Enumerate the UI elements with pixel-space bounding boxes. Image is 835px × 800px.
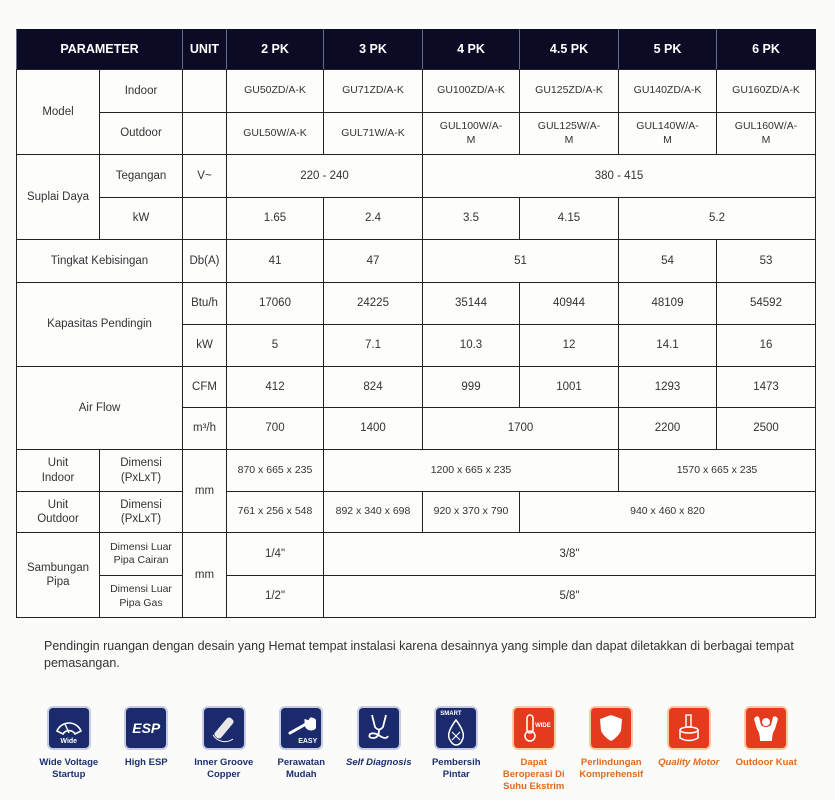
piping-gas-2pk: 1/2"	[226, 575, 324, 618]
model-indoor-6pk: GU160ZD/A-K	[716, 69, 816, 113]
power-kw-label: kW	[99, 197, 183, 240]
model-outdoor-4pk: GUL100W/A-M	[422, 112, 520, 155]
model-indoor-3pk: GU71ZD/A-K	[323, 69, 423, 113]
cooling-kw-5pk: 14.1	[618, 324, 717, 367]
power-kw-unit	[182, 197, 227, 240]
model-outdoor-6pk: GUL160W/A-M	[716, 112, 816, 155]
feature-quality-motor	[650, 708, 728, 793]
motor-icon	[669, 708, 709, 748]
shield-icon	[591, 708, 631, 748]
voltage-label: Tegangan	[99, 154, 183, 198]
piping-gas-3-6pk: 5/8"	[323, 575, 816, 618]
voltage-4-6pk: 380 - 415	[422, 154, 816, 198]
cooling-btu-4-5pk: 40944	[519, 282, 619, 325]
model-outdoor-2pk: GUL50W/A-K	[226, 112, 324, 155]
power-kw-2pk: 1.65	[226, 197, 324, 240]
cooling-btu-3pk: 24225	[323, 282, 423, 325]
noise-label: Tingkat Kebisingan	[16, 239, 183, 283]
air-flow-m3h-4-4-5pk: 1700	[422, 407, 619, 450]
air-flow-cfm-6pk: 1473	[716, 366, 816, 408]
model-outdoor-5pk: GUL140W/A-M	[618, 112, 717, 155]
indoor-dim-5-6pk: 1570 x 665 x 235	[618, 449, 816, 492]
noise-unit: Db(A)	[182, 239, 227, 283]
air-flow-m3h-6pk: 2500	[716, 407, 816, 450]
cooling-kw-3pk: 7.1	[323, 324, 423, 367]
model-outdoor-unit	[182, 112, 227, 155]
thermometer-icon	[514, 708, 554, 748]
voltage-2-3pk: 220 - 240	[226, 154, 423, 198]
esp-icon-text: ESP	[132, 720, 161, 736]
feature-high-esp	[108, 708, 186, 793]
header-5pk: 5 PK	[618, 29, 717, 70]
header-3pk: 3 PK	[323, 29, 423, 70]
stethoscope-icon	[359, 708, 399, 748]
outdoor-dim-4pk: 920 x 370 x 790	[422, 491, 520, 533]
model-outdoor-4-5pk: GUL125W/A-M	[519, 112, 619, 155]
piping-gas-label: Dimensi Luar Pipa Gas	[99, 575, 183, 618]
wrench-icon	[281, 708, 321, 748]
air-flow-cfm-4pk: 999	[422, 366, 520, 408]
feature-label: Pembersih Pintar	[431, 757, 481, 780]
air-flow-cfm-unit: CFM	[182, 366, 227, 408]
feature-strong-outdoor	[728, 708, 806, 793]
air-flow-cfm-4-5pk: 1001	[519, 366, 619, 408]
wide-voltage-icon	[49, 708, 89, 748]
header-4pk: 4 PK	[422, 29, 520, 70]
air-flow-m3h-3pk: 1400	[323, 407, 423, 450]
feature-label: Wide Voltage Startup	[39, 757, 99, 780]
unit-indoor-sub: Dimensi (PxLxT)	[99, 449, 183, 492]
product-description: Pendingin ruangan dengan desain yang Hemat tempat instalasi karena desainnya yang simple dan dapat diletakkan di berbagai tempat pemasangan.	[44, 639, 794, 670]
header-parameter: PARAMETER	[16, 29, 183, 70]
indoor-dim-2pk: 870 x 665 x 235	[226, 449, 324, 492]
copper-pipe-icon	[204, 708, 244, 748]
feature-label: Outdoor Kuat	[735, 757, 797, 768]
model-indoor-4-5pk: GU125ZD/A-K	[519, 69, 619, 113]
air-flow-m3h-unit: m³/h	[182, 407, 227, 450]
piping-liquid-3-6pk: 3/8"	[323, 532, 816, 576]
model-indoor-2pk: GU50ZD/A-K	[226, 69, 324, 113]
power-kw-3pk: 2.4	[323, 197, 423, 240]
cooling-capacity-label: Kapasitas Pendingin	[16, 282, 183, 367]
feature-extreme-temperature	[495, 708, 573, 793]
piping-unit: mm	[182, 532, 227, 618]
cooling-btu-4pk: 35144	[422, 282, 520, 325]
cooling-kw-4pk: 10.3	[422, 324, 520, 367]
piping-label: Sambungan Pipa	[16, 532, 100, 618]
spec-table	[17, 30, 816, 618]
cooling-kw-2pk: 5	[226, 324, 324, 367]
air-flow-cfm-2pk: 412	[226, 366, 324, 408]
model-outdoor-3pk: GUL71W/A-K	[323, 112, 423, 155]
power-supply-label: Suplai Daya	[16, 154, 100, 240]
smart-clean-icon-text: SMART	[440, 711, 462, 717]
air-flow-label: Air Flow	[16, 366, 183, 450]
outdoor-dim-4-5-6pk: 940 x 460 x 820	[519, 491, 816, 533]
dimensions-unit: mm	[182, 449, 227, 533]
smart-clean-icon	[436, 708, 476, 748]
piping-liquid-2pk: 1/4"	[226, 532, 324, 576]
feature-label: Dapat Beroperasi Di Suhu Ekstrim	[502, 757, 565, 792]
noise-3pk: 47	[323, 239, 423, 283]
air-flow-cfm-3pk: 824	[323, 366, 423, 408]
model-indoor-4pk: GU100ZD/A-K	[422, 69, 520, 113]
indoor-dim-3-4-5pk: 1200 x 665 x 235	[323, 449, 619, 492]
wrench-icon-text: EASY	[298, 738, 318, 745]
esp-icon	[126, 708, 166, 748]
header-4-5pk: 4.5 PK	[519, 29, 619, 70]
outdoor-dim-3pk: 892 x 340 x 698	[323, 491, 423, 533]
feature-self-diagnosis	[340, 708, 418, 793]
air-flow-cfm-5pk: 1293	[618, 366, 717, 408]
strong-man-icon	[746, 708, 786, 748]
model-indoor-label: Indoor	[99, 69, 183, 113]
noise-6pk: 53	[716, 239, 816, 283]
header-6pk: 6 PK	[716, 29, 816, 70]
power-kw-4-5pk: 4.15	[519, 197, 619, 240]
cooling-btu-6pk: 54592	[716, 282, 816, 325]
power-kw-4pk: 3.5	[422, 197, 520, 240]
thermometer-icon-text: WIDE	[535, 723, 551, 729]
piping-liquid-label: Dimensi Luar Pipa Cairan	[99, 532, 183, 576]
feature-wide-voltage	[30, 708, 108, 793]
header-2pk: 2 PK	[226, 29, 324, 70]
model-outdoor-label: Outdoor	[99, 112, 183, 155]
unit-outdoor-label: Unit Outdoor	[16, 491, 100, 533]
feature-label: High ESP	[124, 757, 168, 768]
noise-4-4-5pk: 51	[422, 239, 619, 283]
unit-indoor-label: Unit Indoor	[16, 449, 100, 492]
feature-label: Self Diagnosis	[346, 757, 412, 768]
feature-label: Perlindungan Komprehensif	[579, 757, 644, 780]
outdoor-dim-2pk: 761 x 256 x 548	[226, 491, 324, 533]
noise-2pk: 41	[226, 239, 324, 283]
feature-label: Inner Groove Copper	[194, 757, 254, 780]
cooling-btu-unit: Btu/h	[182, 282, 227, 325]
cooling-kw-6pk: 16	[716, 324, 816, 367]
feature-smart-clean	[418, 708, 496, 793]
noise-5pk: 54	[618, 239, 717, 283]
air-flow-m3h-5pk: 2200	[618, 407, 717, 450]
model-label: Model	[16, 69, 100, 155]
unit-outdoor-sub: Dimensi (PxLxT)	[99, 491, 183, 533]
feature-label: Perawatan Mudah	[277, 757, 326, 780]
cooling-btu-2pk: 17060	[226, 282, 324, 325]
model-indoor-5pk: GU140ZD/A-K	[618, 69, 717, 113]
feature-easy-maintenance	[263, 708, 341, 793]
air-flow-m3h-2pk: 700	[226, 407, 324, 450]
voltage-unit: V~	[182, 154, 227, 198]
cooling-kw-unit: kW	[182, 324, 227, 367]
wide-voltage-icon-text: Wide	[60, 738, 78, 745]
cooling-kw-4-5pk: 12	[519, 324, 619, 367]
feature-icons	[30, 708, 820, 793]
header-unit: UNIT	[182, 29, 227, 70]
cooling-btu-5pk: 48109	[618, 282, 717, 325]
power-kw-5-6pk: 5.2	[618, 197, 816, 240]
feature-label: Quality Motor	[658, 757, 720, 768]
feature-comprehensive-protection	[573, 708, 651, 793]
model-indoor-unit	[182, 69, 227, 113]
feature-inner-groove-copper	[185, 708, 263, 793]
